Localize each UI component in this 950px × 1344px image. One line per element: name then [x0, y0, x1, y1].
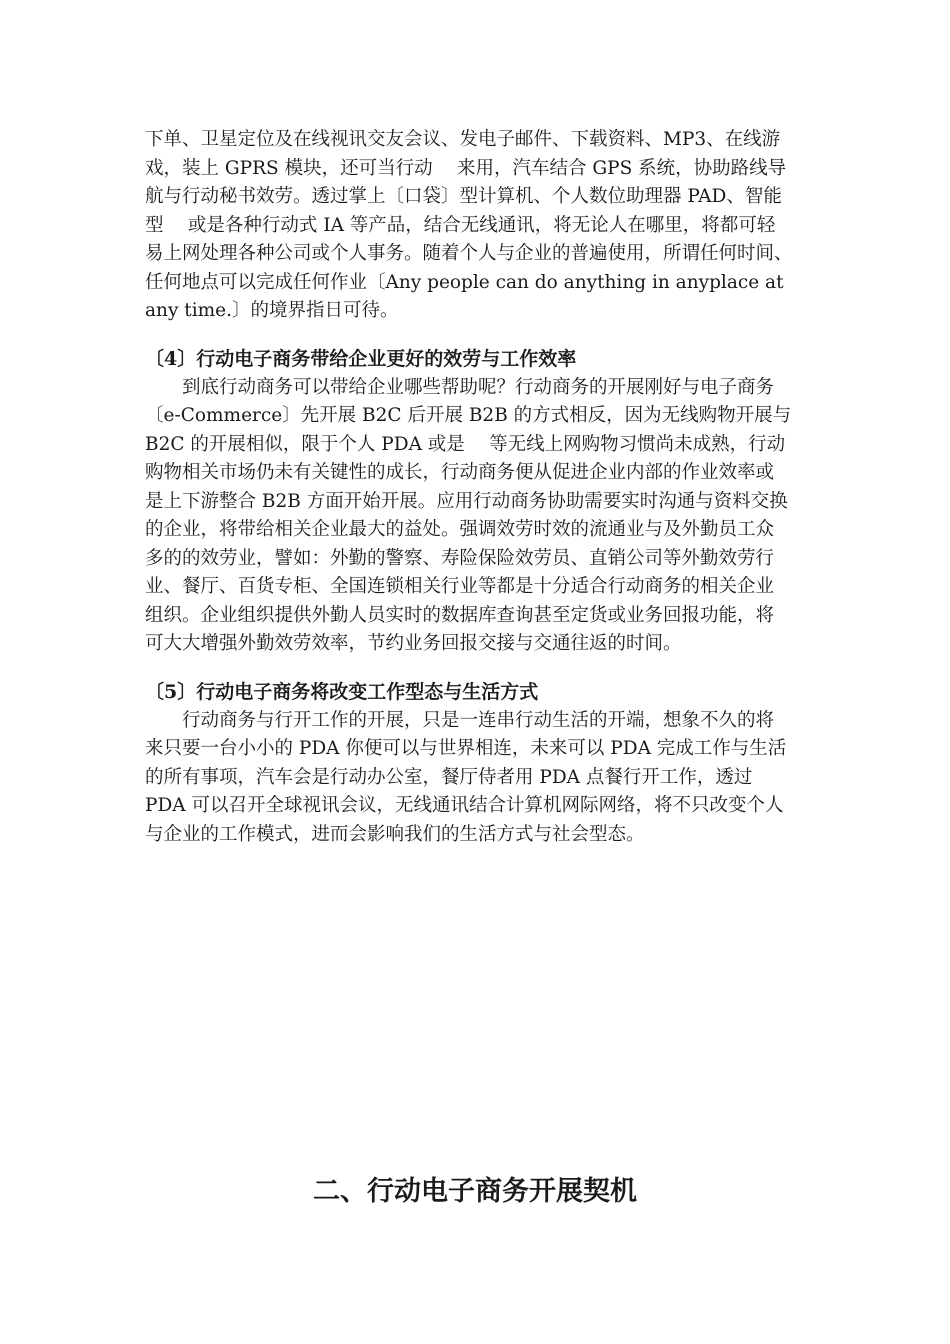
paragraph-line: 多的的效劳业，譬如：外勤的警察、寿险保险效劳员、直销公司等外勤效劳行	[145, 547, 775, 569]
paragraph-line: 的所有事项，汽车会是行动办公室，餐厅侍者用 PDA 点餐行开工作，透过	[145, 766, 753, 788]
paragraph-line: 下单、卫星定位及在线视讯交友会议、发电子邮件、下载资料、MP3、在线游	[145, 129, 781, 150]
paragraph-line: 是上下游整合 B2B 方面开始开展。应用行动商务协助需要实时沟通与资料交换	[145, 490, 788, 512]
paragraph-line: 组织。企业组织提供外勤人员实时的数据库查询甚至定货或业务回报功能，将	[145, 604, 775, 626]
paragraph-line: 易上网处理各种公司或个人事务。随着个人与企业的普遍使用，所谓任何时间、	[145, 243, 793, 264]
paragraph-line: 来只要一台小小的 PDA 你便可以与世界相连，未来可以 PDA 完成工作与生活	[145, 738, 787, 759]
paragraph-line: B2C 的开展相似，限于个人 PDA 或是 等无线上网购物习惯尚未成熟，行动	[145, 433, 786, 455]
paragraph-line: 型 或是各种行动式 IA 等产品，结合无线通讯，将无论人在哪里，将都可轻	[145, 214, 776, 236]
paragraph-line: 可大大增强外勤效劳效率，节约业务回报交接与交通往返的时间。	[145, 633, 682, 654]
section-4	[145, 344, 810, 659]
paragraph-line: 〔e-Commerce〕先开展 B2C 后开展 B2B 的方式相反，因为无线购物开展与	[145, 405, 792, 426]
paragraph-line: 到底行动商务可以带给企业哪些帮助呢？行动商务的开展刚好与电子商务	[182, 376, 775, 398]
paragraph-line: 的企业，将带给相关企业最大的益处。强调效劳时效的流通业与及外勤员工众	[145, 519, 775, 540]
section-4-heading: 〔4〕行动电子商务带给企业更好的效劳与工作效率	[145, 347, 577, 370]
paragraph-line: any time.〕的境界指日可待。	[145, 300, 399, 321]
paragraph-line: 业、餐厅、百货专柜、全国连锁相关行业等都是十分适合行动商务的相关企业	[145, 576, 775, 597]
paragraph-line: 任何地点可以完成任何作业〔Any people can do anything in anyplace at	[145, 271, 784, 293]
chapter-title: 二、行动电子商务开展契机	[313, 1176, 637, 1207]
paragraph-line: PDA 可以召开全球视讯会议，无线通讯结合计算机网际网络，将不只改变个人	[145, 795, 784, 816]
document-body	[145, 126, 810, 849]
intro-paragraph	[145, 126, 810, 326]
paragraph-line: 航与行动秘书效劳。透过掌上〔口袋〕型计算机、个人数位助理器 PAD、智能	[145, 186, 782, 207]
section-5	[145, 677, 810, 850]
paragraph-line: 与企业的工作模式，进而会影响我们的生活方式与社会型态。	[145, 823, 645, 845]
paragraph-line: 戏，装上 GPRS 模块，还可当行动 来用，汽车结合 GPS 系统，协助路线导	[145, 157, 787, 179]
paragraph-line: 行动商务与行开工作的开展，只是一连串行动生活的开端，想象不久的将	[182, 709, 775, 731]
paragraph-line: 购物相关市场仍未有关键性的成长，行动商务便从促进企业内部的作业效率或	[145, 462, 775, 483]
section-5-heading: 〔5〕行动电子商务将改变工作型态与生活方式	[145, 680, 539, 703]
